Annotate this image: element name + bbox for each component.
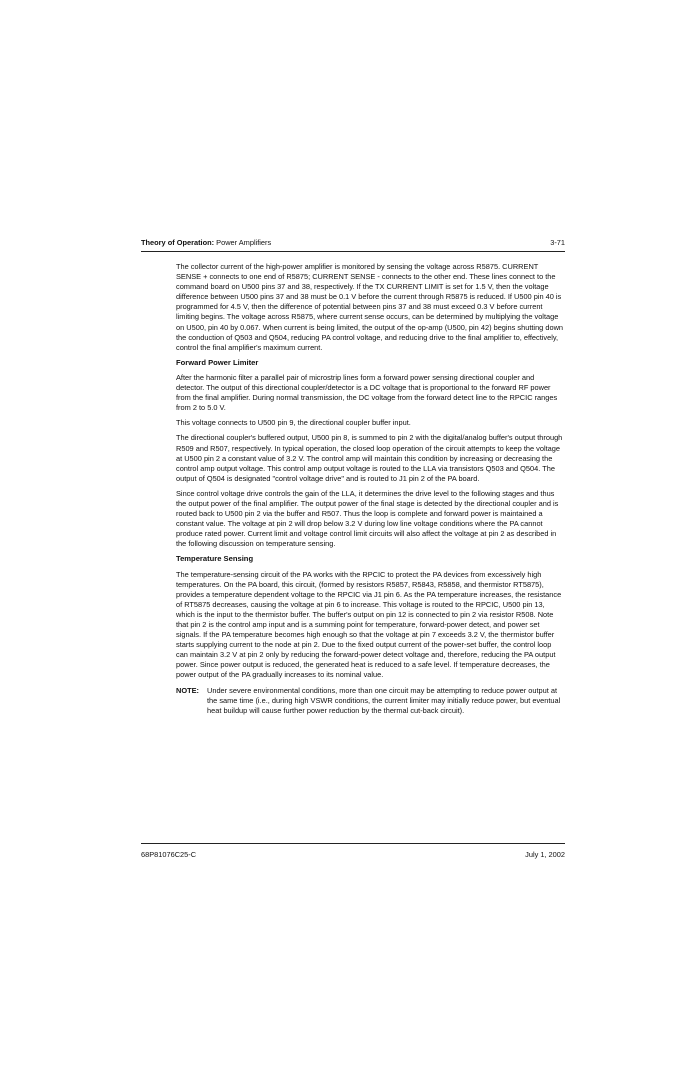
note-label: NOTE:	[176, 685, 199, 695]
note-text: Under severe environmental conditions, more than one circuit may be attempting to reduce power output at the same time (i.e., during high VSWR conditions, the current limiter may initially reduce power, but eventual heat buildup will cause further power reduction by the thermal cut-back circuit).	[207, 685, 561, 715]
note-block	[176, 686, 564, 716]
paragraph-temperature-sensing: The temperature-sensing circuit of the PA works with the RPCIC to protect the PA devices from excessively high temperatures. On the PA board, this circuit, (formed by resistors R5857, R5843, R5858, and thermistor RT5875), provides a temperature dependent voltage to the RPCIC via J1 pin 6. As the PA temperature increases, the resistance of RT5875 decreases, causing the voltage at pin 6 to increase. This voltage is routed to the RPCIC, U500 pin 13, which is the input to the thermistor buffer. The buffer's output on pin 12 is connected to pin 2 via resistor R508. Note that pin 2 is the control amp input and is a summing point for temperature, forward-power detect, and power set signals. If the PA temperature becomes high enough so that the voltage at pin 7 exceeds 3.2 V, the thermistor buffer starts supplying current to the node at pin 2. Due to the fixed output current of the power-set buffer, the control loop can maintain 3.2 V at pin 2 only by reducing the forward-power detect voltage and, therefore, reducing the PA output power. Since power output is reduced, the generated heat is reduced to a safe level. If temperature decreases, the power output of the PA gradually increases to its nominal value.	[176, 569, 562, 680]
header-section: Theory of Operation:	[141, 238, 215, 247]
page-header	[141, 238, 565, 248]
main-content	[176, 262, 564, 716]
paragraph-buffer-input: This voltage connects to U500 pin 9, the directional coupler buffer input.	[176, 418, 411, 428]
footer-rule	[141, 843, 565, 844]
paragraph-current-sense: The collector current of the high-power amplifier is monitored by sensing the voltage across R5875. CURRENT SENSE + connects to one end of R5875; CURRENT SENSE - connects to the other end. These lines connect to the command board on U500 pins 37 and 38, respectively. If the TX CURRENT LIMIT is set for 1.5 V, then the voltage difference between U500 pins 37 and 38 must be 0.1 V before the current through R5875 is reduced. If U500 pin 40 is programmed for 4.5 V, then the difference of potential between pins 37 and 38 must exceed 0.3 V before current limiting begins. The voltage across R5875, where current sense occurs, can be determined by multiplying the voltage on U500, pin 40 by 0.067. When current is being limited, the output of the op-amp (U500, pin 42) begins shutting down the conduction of Q503 and Q504, reducing PA control voltage, and reducing drive to the final amplifier to, effectively, control the final amplifier's maximum current.	[176, 262, 564, 352]
page-footer	[141, 850, 565, 860]
header-rule	[141, 251, 565, 252]
header-topic: Power Amplifiers	[216, 238, 272, 247]
heading-temperature-sensing: Temperature Sensing	[176, 554, 254, 564]
paragraph-directional-coupler: After the harmonic filter a parallel pair of microstrip lines form a forward power sensing directional coupler and detector. The output of this directional coupler/detector is a DC voltage that is proportional to the forward RF power from the final amplifier. During normal transmission, the DC voltage from the forward detect line to the RPCIC ranges from 2 to 5.0 V.	[176, 372, 558, 413]
paragraph-control-voltage: Since control voltage drive controls the gain of the LLA, it determines the drive level to the following stages and thus the output power of the final amplifier. The output power of the final stage is detected by the directional coupler and is routed back to U500 pin 2 via the buffer and R507. Thus the loop is complete and forward power is maintained a constant value. The voltage at pin 2 will drop below 3.2 V during low line voltage conditions where the PA cannot produce rated power. Current limit and voltage control limit circuits will also affect the voltage at pin 2 as described in the following discussion on temperature sensing.	[176, 488, 559, 549]
page-number: 3-71	[550, 238, 565, 247]
heading-forward-power-limiter: Forward Power Limiter	[176, 357, 259, 367]
paragraph-closed-loop: The directional coupler's buffered output, U500 pin 8, is summed to pin 2 with the digital/analog buffer's output through R509 and R507, respectively. In typical operation, the closed loop operation of the circuit attempts to keep the voltage at U500 pin 2 a constant value of 3.2 V. The control amp will maintain this condition by increasing or decreasing the control amp output voltage. This control amp output voltage is routed to the LLA via transistors Q503 and Q504. The output of Q504 is designated "control voltage drive" and is routed to J1 pin 2 of the PA board.	[176, 433, 563, 483]
document-number: 68P81076C25-C	[141, 850, 197, 859]
publication-date: July 1, 2002	[525, 850, 565, 859]
